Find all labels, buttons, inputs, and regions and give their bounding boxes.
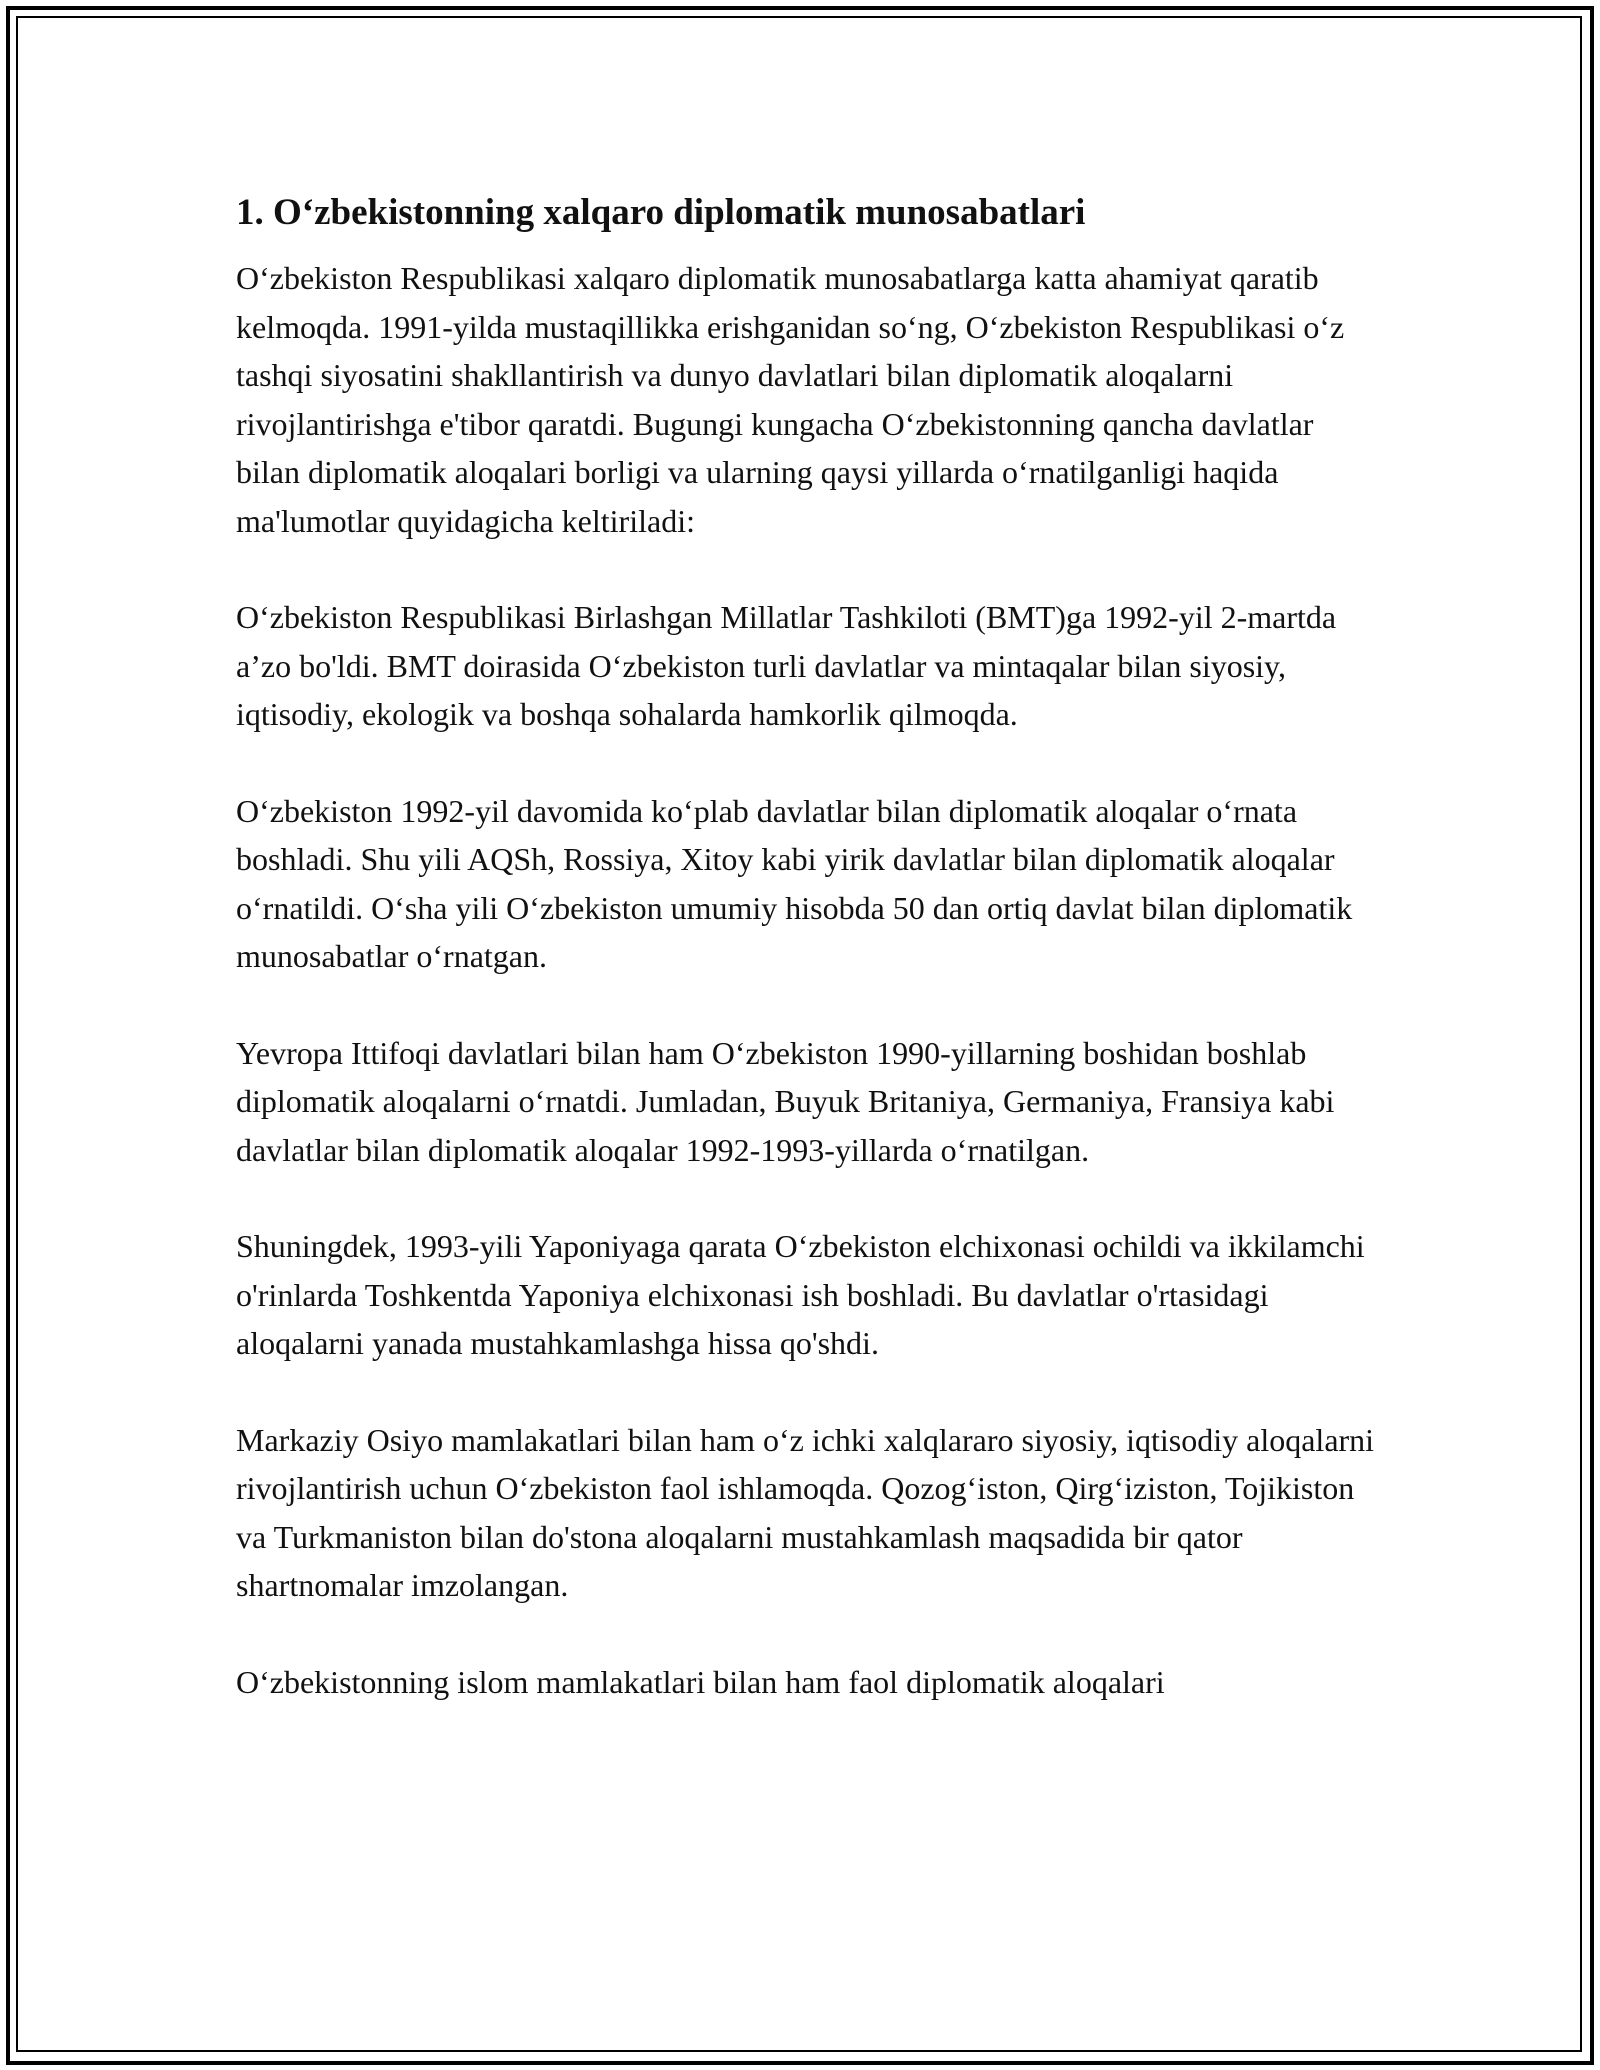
paragraph-islamic-countries: O‘zbekistonning islom mamlakatlari bilan ham faol diplomatik aloqalari bbox=[236, 1663, 1165, 1700]
paragraph-central-asia: Markaziy Osiyo mamlakatlari bilan ham o‘z ichki xalqlararo siyosiy, iqtisodiy aloqalarni rivojlantirish uchun O‘zbekiston faol ishlamoqda. Qozog‘iston, Qirg‘iziston, Tojikiston va Turkmaniston bilan do'stona aloqalarni mustahkamlash maqsadida bir qator shartnomalar imzolangan. bbox=[236, 1421, 1375, 1603]
paragraph-intro: O‘zbekiston Respublikasi xalqaro diplomatik munosabatlarga katta ahamiyat qaratib kelmoqda. 1991-yilda mustaqillikka erishganidan so‘ng, O‘zbekiston Respublikasi o‘z tashqi siyosatini shakllantirish va dunyo davlatlari bilan diplomatik aloqalarni rivojlantirishga e'tibor qaratdi. Bugungi kungacha O‘zbekistonning qancha davlatlar bilan diplomatik aloqalari borligi va ularning qaysi yillarda o‘rnatilganligi haqida ma'lumotlar quyidagicha keltiriladi: bbox=[236, 260, 1345, 539]
paragraph-european-union: Yevropa Ittifoqi davlatlari bilan ham O‘zbekiston 1990-yillarning boshidan boshlab diplomatik aloqalarni o‘rnatdi. Jumladan, Buyuk Britaniya, Germaniya, Fransiya kabi davlatlar bilan diplomatik aloqalar 1992-1993-yillarda o‘rnatilgan. bbox=[236, 1034, 1335, 1168]
section-heading: 1. O‘zbekistonning xalqaro diplomatik munosabatlari bbox=[236, 192, 1086, 233]
paragraph-1992-relations: O‘zbekiston 1992-yil davomida ko‘plab davlatlar bilan diplomatik aloqalar o‘rnata boshladi. Shu yili AQSh, Rossiya, Xitoy kabi yirik davlatlar bilan diplomatik aloqalar o‘rnatildi. O‘sha yili O‘zbekiston umumiy hisobda 50 dan ortiq davlat bilan diplomatik munosabatlar o‘rnatgan. bbox=[236, 792, 1353, 974]
paragraph-japan: Shuningdek, 1993-yili Yaponiyaga qarata O‘zbekiston elchixonasi ochildi va ikkilamchi o'rinlarda Toshkentda Yaponiya elchixonasi ish boshladi. Bu davlatlar o'rtasidagi aloqalarni yanada mustahkamlashga hissa qo'shdi. bbox=[236, 1228, 1365, 1361]
document-body bbox=[236, 188, 1376, 1706]
paragraph-un-membership: O‘zbekiston Respublikasi Birlashgan Millatlar Tashkiloti (BMT)ga 1992-yil 2-martda a’zo bo'ldi. BMT doirasida O‘zbekiston turli davlatlar va mintaqalar bilan siyosiy, iqtisodiy, ekologik va boshqa sohalarda hamkorlik qilmoqda. bbox=[236, 599, 1337, 732]
